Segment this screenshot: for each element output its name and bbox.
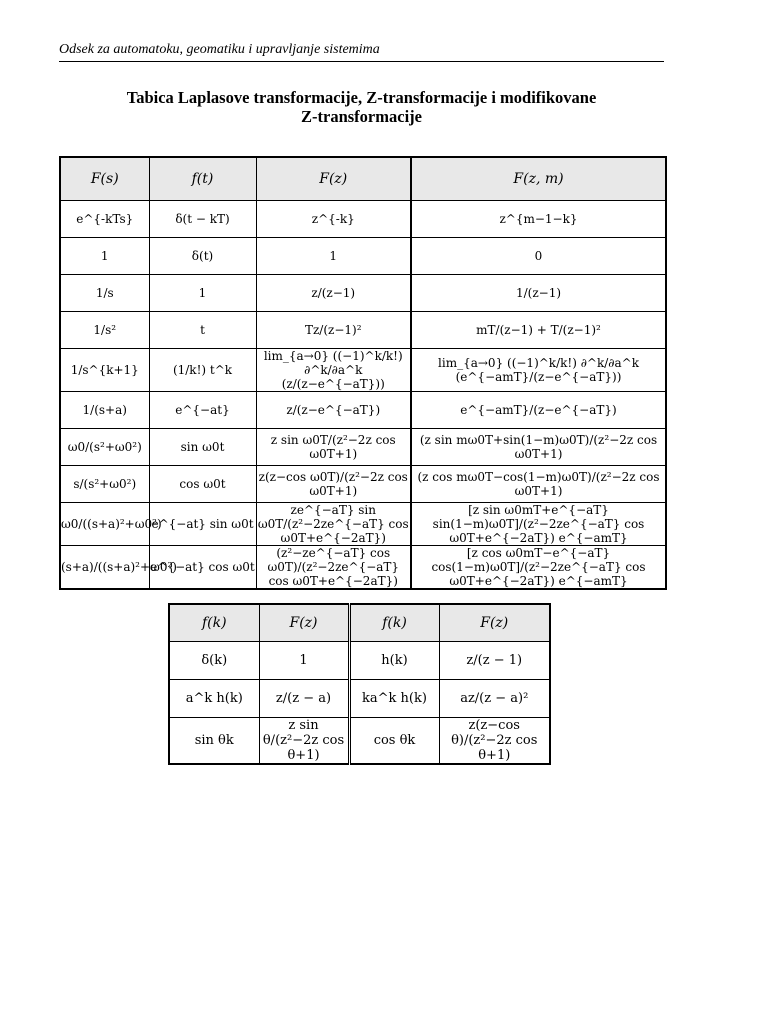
table-row	[60, 429, 666, 466]
cell-Fz-2: z/(z − 1)	[439, 642, 550, 680]
cell-Fz-1: 1	[259, 642, 349, 680]
header-ft: f(t)	[149, 157, 256, 201]
table-row	[169, 680, 550, 718]
table-row	[60, 392, 666, 429]
table-row	[60, 546, 666, 590]
cell-Fzm: [z cos ω0mT−e^{−aT} cos(1−m)ω0T]/(z²−2ze^{−aT} cos ω0T+e^{−2aT}) e^{−amT}	[411, 546, 666, 590]
cell-Fzm: 1/(z−1)	[411, 275, 666, 312]
title-line-2: Z-transformacije	[301, 107, 422, 126]
cell-ft: t	[149, 312, 256, 349]
table-row	[169, 718, 550, 765]
header-Fzm: F(z, m)	[411, 157, 666, 201]
table-row	[60, 275, 666, 312]
cell-Fzm: mT/(z−1) + T/(z−1)²	[411, 312, 666, 349]
cell-ft: δ(t − kT)	[149, 201, 256, 238]
cell-fk-2: h(k)	[349, 642, 439, 680]
table-row	[60, 349, 666, 392]
table-row	[60, 312, 666, 349]
cell-Fz: z(z−cos ω0T)/(z²−2z cos ω0T+1)	[256, 466, 411, 503]
cell-ft: sin ω0t	[149, 429, 256, 466]
cell-ft: e^{−at} sin ω0t	[149, 503, 256, 546]
table-row	[169, 642, 550, 680]
z-transform-sequence-table	[168, 603, 551, 765]
cell-fk-2: ka^k h(k)	[349, 680, 439, 718]
cell-Fzm: lim_{a→0} ((−1)^k/k!) ∂^k/∂a^k (e^{−amT}/(z−e^{−aT}))	[411, 349, 666, 392]
cell-Fs: 1/s	[60, 275, 149, 312]
table2-header-row	[169, 604, 550, 642]
cell-Fz-1: z sin θ/(z²−2z cos θ+1)	[259, 718, 349, 765]
cell-fk-1: δ(k)	[169, 642, 259, 680]
cell-Fs: 1/(s+a)	[60, 392, 149, 429]
cell-Fs: ω0/(s²+ω0²)	[60, 429, 149, 466]
header-Fz-2: F(z)	[439, 604, 550, 642]
cell-ft: e^{−at}	[149, 392, 256, 429]
header-fk-2: f(k)	[349, 604, 439, 642]
cell-fk-1: a^k h(k)	[169, 680, 259, 718]
cell-ft: 1	[149, 275, 256, 312]
table-row	[60, 466, 666, 503]
cell-Fs: 1	[60, 238, 149, 275]
cell-Fz: (z²−ze^{−aT} cos ω0T)/(z²−2ze^{−aT} cos ω0T+e^{−2aT})	[256, 546, 411, 590]
cell-Fzm: 0	[411, 238, 666, 275]
cell-Fz: z^{-k}	[256, 201, 411, 238]
cell-ft: (1/k!) t^k	[149, 349, 256, 392]
cell-Fzm: z^{m−1−k}	[411, 201, 666, 238]
cell-Fz-1: z/(z − a)	[259, 680, 349, 718]
page-title	[59, 88, 664, 126]
cell-Fz: 1	[256, 238, 411, 275]
cell-Fzm: (z sin mω0T+sin(1−m)ω0T)/(z²−2z cos ω0T+1)	[411, 429, 666, 466]
cell-Fz: z sin ω0T/(z²−2z cos ω0T+1)	[256, 429, 411, 466]
header-Fz: F(z)	[256, 157, 411, 201]
cell-Fs: ω0/((s+a)²+ω0²)	[60, 503, 149, 546]
cell-fk-2: cos θk	[349, 718, 439, 765]
cell-Fz: lim_{a→0} ((−1)^k/k!) ∂^k/∂a^k (z/(z−e^{−aT}))	[256, 349, 411, 392]
title-line-1: Tabica Laplasove transformacije, Z-transformacije i modifikovane	[126, 88, 597, 107]
cell-Fs: s/(s²+ω0²)	[60, 466, 149, 503]
cell-Fzm: e^{−amT}/(z−e^{−aT})	[411, 392, 666, 429]
table-row	[60, 201, 666, 238]
page-header: Odsek za automatoku, geomatiku i upravljanje sistemima	[59, 42, 664, 62]
laplace-z-transform-table	[59, 156, 667, 590]
header-fk-1: f(k)	[169, 604, 259, 642]
cell-ft: e^{−at} cos ω0t	[149, 546, 256, 590]
table1-header-row	[60, 157, 666, 201]
table-row	[60, 238, 666, 275]
cell-Fz-2: az/(z − a)²	[439, 680, 550, 718]
header-Fs: F(s)	[60, 157, 149, 201]
cell-Fz-2: z(z−cos θ)/(z²−2z cos θ+1)	[439, 718, 550, 765]
table-row	[60, 503, 666, 546]
cell-fk-1: sin θk	[169, 718, 259, 765]
cell-Fzm: (z cos mω0T−cos(1−m)ω0T)/(z²−2z cos ω0T+1)	[411, 466, 666, 503]
cell-Fs: 1/s²	[60, 312, 149, 349]
cell-Fz: z/(z−1)	[256, 275, 411, 312]
cell-Fs: e^{-kTs}	[60, 201, 149, 238]
cell-ft: cos ω0t	[149, 466, 256, 503]
cell-Fs: 1/s^{k+1}	[60, 349, 149, 392]
cell-Fz: Tz/(z−1)²	[256, 312, 411, 349]
cell-ft: δ(t)	[149, 238, 256, 275]
cell-Fz: ze^{−aT} sin ω0T/(z²−2ze^{−aT} cos ω0T+e^{−2aT})	[256, 503, 411, 546]
cell-Fzm: [z sin ω0mT+e^{−aT} sin(1−m)ω0T]/(z²−2ze^{−aT} cos ω0T+e^{−2aT}) e^{−amT}	[411, 503, 666, 546]
cell-Fz: z/(z−e^{−aT})	[256, 392, 411, 429]
header-Fz-1: F(z)	[259, 604, 349, 642]
cell-Fs: (s+a)/((s+a)²+ω0²)	[60, 546, 149, 590]
